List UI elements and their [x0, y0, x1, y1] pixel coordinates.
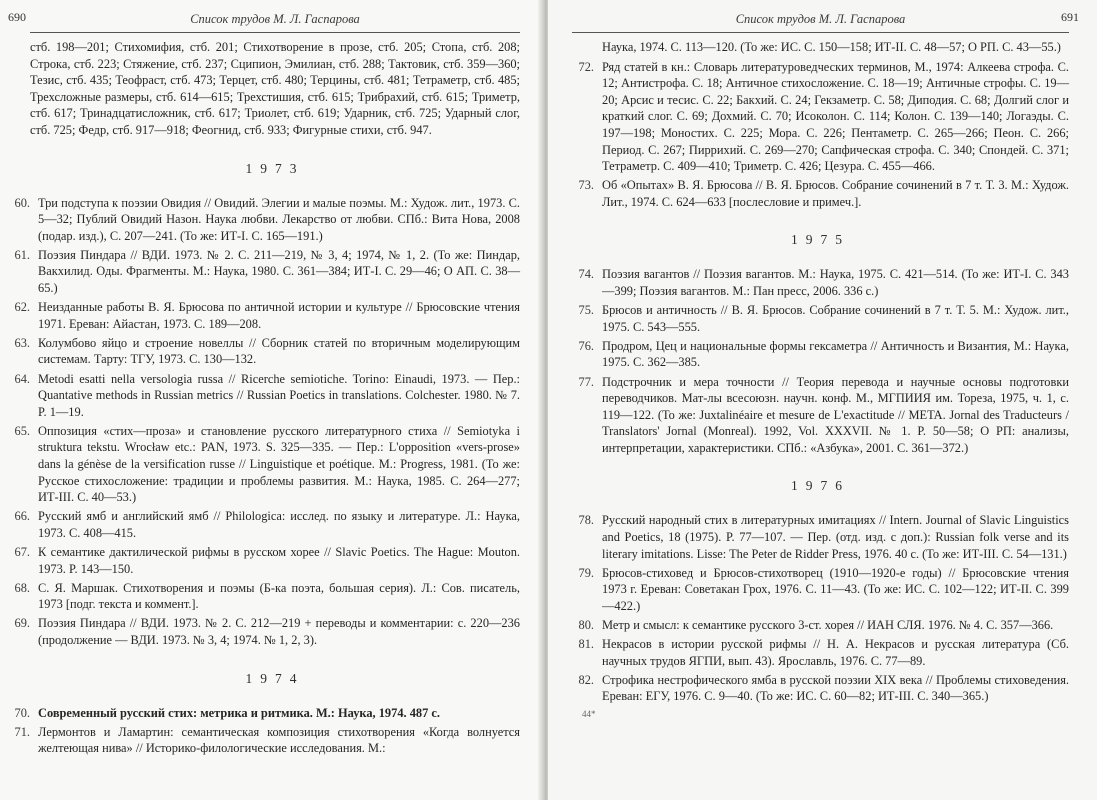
- bibliography-entry: [572, 565, 1069, 615]
- entry-text: Лермонтов и Ламартин: семантическая композиция стихотворения «Когда волнуется желтеющая нива» // Историко-филологические исследования. М.:: [38, 724, 520, 756]
- entry-number: 63.: [14, 335, 30, 350]
- entry-text: Русский народный стих в литературных имитациях // Intern. Journal of Slavic Linguistics and Poetics, 18 (1975). P. 77—107. — Пер. (отд. изд. с доп.): Russian folk verse and its literary imitations. Lisse: The Peter de Ridder Press, 1976. 40 с. (То же: ИТ-III. С. 54—131.): [602, 513, 1069, 561]
- entry-text: С. Я. Маршак. Стихотворения и поэмы (Б-ка поэта, большая серия). Л.: Сов. писатель, 1973 [подг. текста и коммент.].: [38, 580, 520, 612]
- right-page: [548, 0, 1097, 800]
- bibliography-entry: [572, 512, 1069, 562]
- bibliography-entry: [572, 338, 1069, 371]
- entries-1974: [14, 705, 520, 757]
- entry-number: 74.: [578, 267, 594, 282]
- bibliography-entry: [14, 705, 520, 722]
- entry-text: Поэзия Пиндара // ВДИ. 1973. № 2. С. 212—219 + переводы и комментарии: с. 220—236 (продолжение — ВДИ. 1973. № 3, 4; 1974. № 1, 2, 3).: [38, 616, 520, 647]
- entry-number: 65.: [14, 423, 30, 438]
- bibliography-entry: [14, 423, 520, 506]
- entry-number: 66.: [14, 509, 30, 524]
- bibliography-entry: [14, 195, 520, 245]
- entry-number: 76.: [578, 338, 594, 353]
- signature-mark: 44*: [582, 709, 596, 719]
- entry-text: Русский ямб и английский ямб // Philologica: исслед. по языку и литературе. Л.: Наука, 1973. С. 408—415.: [38, 509, 520, 540]
- entry-text: Современный русский стих: метрика и ритмика. М.: Наука, 1974. 487 с.: [38, 705, 440, 720]
- bibliography-entry: [572, 266, 1069, 299]
- bibliography-entry: [14, 371, 520, 421]
- entry-text: Брюсов и античность // В. Я. Брюсов. Собрание сочинений в 7 т. Т. 5. М.: Худож. лит., 1975. С. 543—555.: [602, 303, 1069, 334]
- entry-number: 82.: [578, 672, 594, 687]
- right-continuation-text: Наука, 1974. С. 113—120. (То же: ИС. С. 150—158; ИТ-II. С. 48—57; О РП. С. 43—55.): [602, 40, 1061, 54]
- entry-text: Ряд статей в кн.: Словарь литературоведческих терминов, М., 1974: Алкеева строфа. С. 12; Антистрофа. С. 18; Античное стихосложение. С. 18—19; Античные строфы. С. 19—20; Арсис и тесис. С. 22; Бакхий. С. 24; Гекзаметр. С. 58; Диподия. С. 68; Долгий слог и краткий слог. С. 69; Дохмий. С. 70; Исоколон. С. 114; Колон. С. 139—140; Логаэды. С. 197—198; Моностих. С. 225; Мора. С. 226; Пентаметр. С. 265—266; Пеон. С. 266; Период. С. 267; Пиррихий. С. 269—270; Сапфическая строфа. С. 340; Спондей. С. 371; Тетраметр. С. 409—410; Триметр. С. 426; Цезура. С. 455—466.: [602, 59, 1069, 174]
- entry-number: 81.: [578, 637, 594, 652]
- bibliography-entry: [14, 544, 520, 577]
- bibliography-entry: [572, 177, 1069, 210]
- year-heading-1976: 1976: [791, 478, 850, 494]
- entry-number: 80.: [578, 618, 594, 633]
- entry-number: 79.: [578, 565, 594, 580]
- right-running-head: [572, 0, 1079, 32]
- entry-text: Об «Опытах» В. Я. Брюсова // В. Я. Брюсов. Собрание сочинений в 7 т. Т. 3. М.: Худож. Лит., 1974. С. 624—633 [послесловие и примеч.].: [602, 178, 1069, 209]
- entry-text: Metodi esatti nella versologia russa // Ricerche semiotiche. Torino: Einaudi, 1973. — Пер.: Quantative methods in Russian metrics // Russian Poetics in translations. Colchester. 1980. № 7. P. 1—19.: [38, 371, 520, 419]
- entry-text: К семантике дактилической рифмы в русском хорее // Slavic Poetics. The Hague: Mouton. 1973. P. 143—150.: [38, 544, 520, 576]
- right-running-head-title: Список трудов М. Л. Гаспарова: [735, 12, 906, 26]
- bibliography-entry: [572, 636, 1069, 669]
- bibliography-entry: [572, 617, 1069, 634]
- entry-number: 62.: [14, 300, 30, 315]
- entry-number: 61.: [14, 247, 30, 262]
- entries-1975: [572, 266, 1069, 456]
- bibliography-entry: [14, 724, 520, 757]
- entry-text: Брюсов-стиховед и Брюсов-стихотворец (1910—1920-е годы) // Брюсовские чтения 1973 г. Ереван: Советакан Грох, 1976. С. 11—43. (То же: ИС. С. 102—122; ИТ-II. С. 399—422.): [602, 565, 1069, 613]
- entry-text: Подстрочник и мера точности // Теория перевода и научные основы подготовки переводчиков. Мат-лы всесоюзн. научн. конф. М., МГПИИЯ им. Тореза, 1975, ч. 1, с. 119—122. (То же: Juxtalinéaire et mesure de L'exactitude // META. Jornal des Traducteurs / Translators' Jornal (Monreal). 1992, Vol. XXXVII. № 1. P. 50—58; О РП: анализы, интерпретации, характеристики. СПб.: «Азбука», 2001. С. 361—372.): [602, 374, 1069, 455]
- left-running-head-title: Список трудов М. Л. Гаспарова: [190, 12, 360, 26]
- year-heading-1975: 1975: [791, 232, 850, 248]
- entry-text: Продром, Цец и национальные формы гексаметра // Античность и Византия, М.: Наука, 1975. С. 362—385.: [602, 338, 1069, 370]
- entry-text: Строфика нестрофического ямба в русской поэзии XIX века // Проблемы стиховедения. Ереван: ЕГУ, 1976. С. 9—40. (То же: ИС. С. 60—82; ИТ-III. С. 340—365.): [602, 672, 1069, 704]
- right-header-rule: [572, 32, 1069, 33]
- left-page-number: 690: [8, 10, 26, 24]
- bibliography-entry: [572, 374, 1069, 457]
- bibliography-entry: [572, 59, 1069, 175]
- bibliography-entry: [572, 302, 1069, 335]
- entries-1974-continued: [572, 59, 1069, 211]
- entry-number: 60.: [14, 195, 30, 210]
- entry-text: Поэзия Пиндара // ВДИ. 1973. № 2. С. 211—219, № 3, 4; 1974, № 1, 2. (То же: Пиндар, Вакхилид. Оды. Фрагменты. М.: Наука, 1980. С. 361—384; ИТ-I. С. 29—46; О АП. С. 38—65.): [38, 247, 520, 296]
- entry-text: Три подступа к поэзии Овидия // Овидий. Элегии и малые поэмы. М.: Худож. лит., 1973. С. 5—32; Публий Овидий Назон. Наука любви. Лекарство от любви. СПб.: Вита Нова, 2008 (подар. изд.), С. 207—241. (То же: ИТ-I. С. 165—191.): [38, 195, 520, 243]
- entries-1976: [572, 512, 1069, 705]
- entry-number: 73.: [578, 178, 594, 193]
- bibliography-entry: [14, 508, 520, 541]
- entry-number: 71.: [14, 724, 30, 739]
- entry-number: 70.: [14, 705, 30, 720]
- year-heading-1974: 1974: [245, 670, 305, 686]
- entry-number: 78.: [578, 513, 594, 528]
- entry-number: 75.: [578, 303, 594, 318]
- entry-number: 77.: [578, 374, 594, 389]
- bibliography-entry: [14, 299, 520, 332]
- entry-number: 64.: [14, 371, 30, 386]
- entry-number: 68.: [14, 580, 30, 595]
- left-header-rule: [30, 32, 520, 33]
- entry-text: Колумбово яйцо и строение новеллы // Сборник статей по вторичным моделирующим системам. Тарту: ТГУ, 1973. С. 130—132.: [38, 335, 520, 367]
- entry-number: 72.: [578, 59, 594, 74]
- bibliography-entry: [572, 672, 1069, 705]
- year-heading-1973: 1973: [245, 160, 305, 176]
- left-continuation-text: стб. 198—201; Стихомифия, стб. 201; Стихотворение в прозе, стб. 205; Стопа, стб. 208; Строка, стб. 223; Стяжение, стб. 237; Сципион, Эмилиан, стб. 288; Тактовик, стб. 359—360; Тезис, стб. 435; Теофраст, стб. 473; Терцет, стб. 480; Терцины, стб. 481; Тетраметр, стб. 485; Трехсложные размеры, стб. 614—615; Трехстишия, стб. 615; Трибрахий, стб. 615; Триметр, стб. 617; Тринадцатисложник, стб. 617; Триолет, стб. 619; Ударник, стб. 725; Ударный слог, стб. 725; Федр, стб. 917—918; Феогнид, стб. 933; Фигурные стихи, стб. 947.: [30, 40, 520, 137]
- left-page: [0, 0, 542, 800]
- entry-text: Метр и смысл: к семантике русского 3-ст. хорея // ИАН СЛЯ. 1976. № 4. С. 357—366.: [602, 618, 1054, 633]
- entry-number: 67.: [14, 544, 30, 559]
- bibliography-entry: [14, 335, 520, 368]
- left-running-head: [8, 0, 520, 32]
- right-page-number: 691: [1061, 10, 1079, 24]
- entries-1973: [14, 195, 520, 649]
- bibliography-entry: [14, 247, 520, 297]
- entry-text: Некрасов в истории русской рифмы // Н. А. Некрасов и русская литература (Сб. научных трудов ЯГПИ, вып. 43). Ярославль, 1976. С. 77—89.: [602, 637, 1069, 668]
- entry-text: Поэзия вагантов // Поэзия вагантов. М.: Наука, 1975. С. 421—514. (То же: ИТ-I. С. 343—399; Поэзия вагантов. М.: Пан пресс, 2006. 336 с.): [602, 267, 1069, 299]
- bibliography-entry: [14, 615, 520, 648]
- bibliography-entry: [14, 580, 520, 613]
- entry-text: Оппозиция «стих—проза» и становление русского литературного стиха // Semiotyka i struktura tekstu. Wrocław etc.: PAN, 1973. S. 325—335. — Пер.: L'opposition «vers-prose» dans la génèse de la versification russe // Linguistique et poétique. M.: Progress, 1981. (То же: Русское стихосложение: традиции и проблемы развития. М.: Наука, 1985. С. 264—277; ИТ-III. С. 40—53.): [38, 423, 520, 505]
- entry-text: Неизданные работы В. Я. Брюсова по античной истории и культуре // Брюсовские чтения 1971. Ереван: Айастан, 1973. С. 189—208.: [38, 300, 520, 331]
- entry-number: 69.: [14, 616, 30, 631]
